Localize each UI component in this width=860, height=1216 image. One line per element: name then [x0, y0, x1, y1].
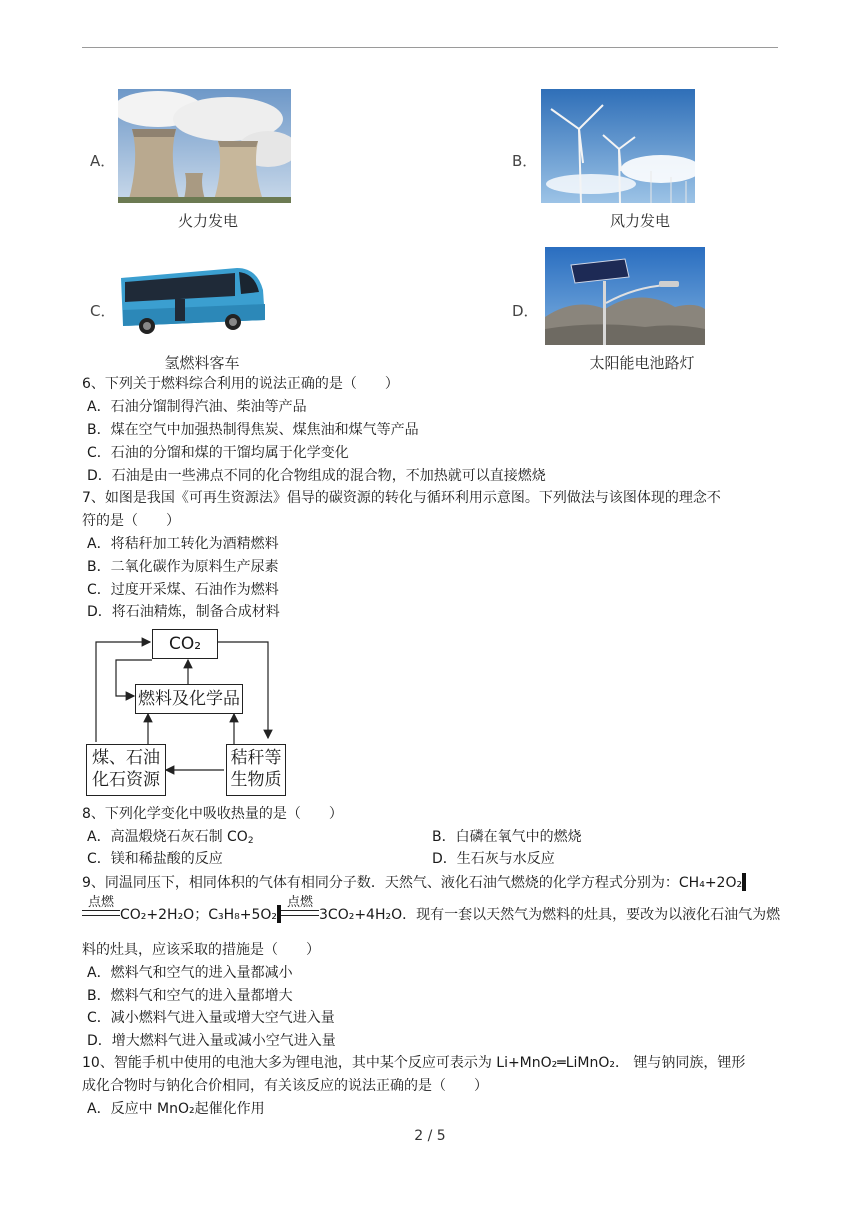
biomass-box — [226, 744, 286, 796]
fuel-chemicals-label: 燃料及化学品 — [138, 689, 240, 709]
q8-option-d: D．生石灰与水反应 — [432, 851, 555, 867]
q8-option-a-sub: 2 — [247, 836, 254, 846]
biomass-label-line1: 秸秆等 — [230, 748, 282, 768]
q10-option-a: A．反应中 MnO₂起催化作用 — [87, 1101, 265, 1117]
solar-streetlight-photo — [545, 247, 705, 345]
q10-line2: 成化合物时与钠化合价相同，有关该反应的说法正确的是（ ） — [82, 1078, 488, 1094]
ignite-label-1: 点燃 — [88, 895, 115, 910]
q6-option-d: D．石油是由一些沸点不同的化合物组成的混合物，不加热就可以直接燃烧 — [87, 468, 546, 484]
q9-eq2-right: 3CO₂+4H₂O．现有一套以天然气为燃料的灶具，要改为以液化石油气为燃 — [319, 907, 781, 923]
fuel-chemicals-box — [135, 684, 243, 714]
carbon-cycle-diagram — [84, 628, 294, 796]
q7-option-c: C．过度开采煤、石油作为燃料 — [87, 582, 279, 598]
q6-option-c: C．石油的分馏和煤的干馏均属于化学变化 — [87, 445, 349, 461]
q7-option-a: A．将秸秆加工转化为酒精燃料 — [87, 536, 279, 552]
option-label-a: A． — [90, 152, 116, 170]
header-rule — [82, 47, 778, 48]
page-number: 2 / 5 — [414, 1128, 446, 1144]
q7-stem-line2: 符的是（ ） — [82, 513, 180, 529]
q9-line1-text: 9、同温同压下，相同体积的气体有相同分子数．天然气、液化石油气燃烧的化学方程式分别为： — [82, 875, 679, 891]
ignite-arrow-1 — [82, 895, 120, 925]
ignite-label-2: 点燃 — [287, 895, 314, 910]
cooling-towers-photo — [118, 89, 291, 203]
option-label-d: D． — [512, 302, 539, 320]
q8-option-c: C．镁和稀盐酸的反应 — [87, 851, 223, 867]
co2-box: CO₂ — [152, 629, 218, 659]
caption-hydrogen-bus: 氢燃料客车 — [164, 354, 240, 372]
fossil-resources-box — [86, 744, 166, 796]
q9-line2 — [82, 895, 781, 925]
q6-option-b: B．煤在空气中加强热制得焦炭、煤焦油和煤气等产品 — [87, 422, 419, 438]
wind-turbines-photo — [541, 89, 695, 203]
q9-eq1-left: CH₄+2O₂ — [678, 875, 743, 891]
q9-line3: 料的灶具，应该采取的措施是（ ） — [82, 942, 320, 958]
q9-option-a: A．燃料气和空气的进入量都减小 — [87, 965, 293, 981]
q7-stem-line1: 7、如图是我国《可再生资源法》倡导的碳资源的转化与循环利用示意图。下列做法与该图体现的理念不 — [82, 490, 721, 506]
caption-wind-power: 风力发电 — [609, 212, 670, 230]
option-label-c: C． — [90, 302, 116, 320]
fossil-label-line2: 化石资源 — [92, 770, 160, 790]
q9-eq1-right: CO₂+2H₂O； — [120, 907, 209, 923]
biomass-label-line2: 生物质 — [230, 770, 282, 790]
caption-thermal-power: 火力发电 — [177, 212, 238, 230]
q7-option-d: D．将石油精炼，制备合成材料 — [87, 604, 280, 620]
q9-option-c: C．减小燃料气进入量或增大空气进入量 — [87, 1010, 335, 1026]
q9-option-d: D．增大燃料气进入量或减小空气进入量 — [87, 1033, 336, 1049]
q8-stem: 8、下列化学变化中吸收热量的是（ ） — [82, 806, 343, 822]
option-label-b: B． — [512, 152, 538, 170]
caption-solar-light: 太阳能电池路灯 — [589, 354, 695, 372]
q9-option-b: B．燃料气和空气的进入量都增大 — [87, 988, 293, 1004]
q9-line1 — [82, 873, 746, 893]
q8-option-a-text: A．高温煅烧石灰石制 CO — [87, 829, 248, 845]
q6-stem: 6、下列关于燃料综合利用的说法正确的是（ ） — [82, 376, 399, 392]
equation-mark — [742, 873, 746, 891]
q8-option-a — [87, 827, 254, 851]
q6-option-a: A．石油分馏制得汽油、柴油等产品 — [87, 399, 307, 415]
q8-option-b: B．白磷在氧气中的燃烧 — [432, 829, 582, 845]
bus-photo — [115, 250, 267, 335]
fossil-label-line1: 煤、石油 — [92, 748, 160, 768]
q7-option-b: B．二氧化碳作为原料生产尿素 — [87, 559, 279, 575]
q10-line1: 10、智能手机中使用的电池大多为锂电池，其中某个反应可表示为 Li+MnO₂═LiMnO₂． 锂与钠同族，锂形 — [82, 1055, 746, 1071]
ignite-arrow-2 — [281, 895, 319, 925]
q9-eq2-left: C₃H₈+5O₂ — [208, 907, 278, 923]
